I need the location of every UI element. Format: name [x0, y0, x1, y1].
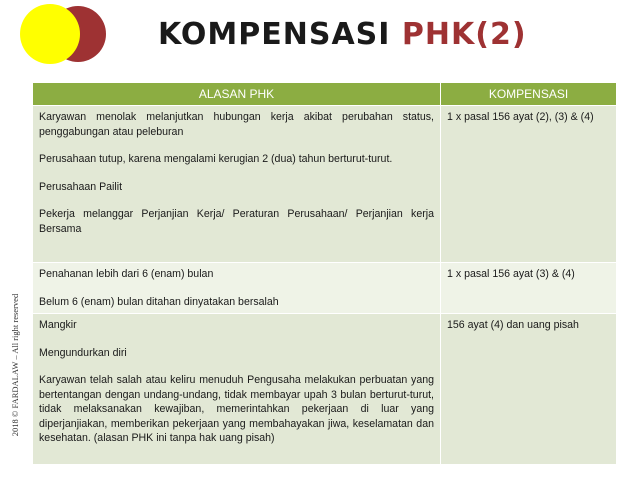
compensation-cell: 156 ayat (4) dan uang pisah [441, 314, 617, 465]
reason-text: Mengundurkan diri [39, 346, 127, 359]
reason-cell [33, 263, 441, 314]
title-suffix: (2) [475, 17, 527, 52]
header-kompensasi: KOMPENSASI [441, 83, 617, 106]
table-row [33, 314, 617, 465]
reason-text: Pekerja melanggar Perjanjian Kerja/ Peraturan Perusahaan/ Perjanjian kerja Bersama [39, 208, 434, 235]
reason-text: Karyawan menolak melanjutkan hubungan kerja akibat perubahan status, penggabungan atau peleburan [39, 111, 434, 138]
title-accent: PHK [401, 17, 476, 52]
compensation-cell: 1 x pasal 156 ayat (2), (3) & (4) [441, 106, 617, 263]
table-row [33, 106, 617, 263]
copyright-note [5, 285, 25, 445]
reason-text: Karyawan telah salah atau keliru menuduh Pengusaha melakukan perbuatan yang bertentangan dengan undang-undang, tidak membayar upah 3 bulan berturut-turut, tidak melaksanakan kewajiban, memerintahkan pekerjaan di luar yang diperjanjiakan, memberikan pekerjaan yang membahayakan jiwa, keselamatan dan kesehatan. (alasan PHK ini tanpa hak uang pisah) [39, 374, 434, 444]
logo-circles [0, 0, 140, 80]
reason-text: Penahanan lebih dari 6 (enam) bulan [39, 268, 214, 280]
header-alasan: ALASAN PHK [33, 83, 441, 106]
yellow-circle [20, 4, 80, 64]
table-header-row [33, 83, 617, 106]
copyright-text: 2018 © FARDALAW – All right reserved [10, 293, 20, 437]
compensation-cell: 1 x pasal 156 ayat (3) & (4) [441, 263, 617, 314]
reason-text: Perusahaan Pailit [39, 180, 123, 193]
page-title [158, 17, 527, 52]
reason-cell [33, 106, 441, 263]
reason-cell [33, 314, 441, 465]
title-main: KOMPENSASI [158, 17, 402, 52]
reason-text: Belum 6 (enam) bulan ditahan dinyatakan bersalah [39, 295, 279, 308]
compensation-table [32, 82, 617, 465]
reason-text: Mangkir [39, 319, 77, 331]
reason-text: Perusahaan tutup, karena mengalami kerugian 2 (dua) tahun berturut-turut. [39, 153, 393, 165]
table-row [33, 263, 617, 314]
